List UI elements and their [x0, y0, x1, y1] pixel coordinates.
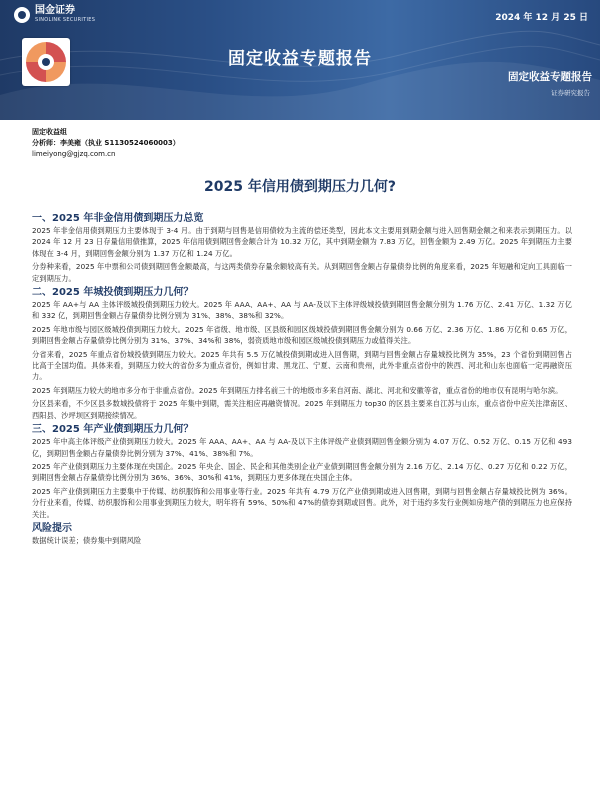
section-heading-3: 三、2025 年产业债到期压力几何？: [32, 424, 194, 436]
logo-name-cn: 国金证券: [35, 5, 75, 16]
banner-report-type: 固定收益专题报告: [508, 71, 592, 83]
page-title: 2025 年信用债到期压力几何?: [204, 179, 396, 195]
paragraph: 2025 年 AA+与 AA 主体评级城投债到期压力较大。2025 年 AAA、AA+、AA 与 AA-及以下主体评级城投债到期回售金额分别为 1.76 万亿、2.41 万亿、1.32 万亿和 332 亿，到期回售金额占存量债券比例分别为 31%、38%、38%和 32%。: [32, 300, 572, 321]
paragraph: 分省来看，2025 年重点省份城投债到期压力较大。2025 年共有 5.5 万亿城投债到期或进入回售期，到期与回售金额占存量城投比例为 35%，23 个省份到期回售占比高于全国均值。具体来看，到期压力较大的省份多为重点省份，例如甘肃、黑龙江、宁夏、云南和贵州，此外非重点省份中的陕西、河北和山东也面临一定再融资压力。: [32, 349, 572, 382]
author-block: [32, 127, 180, 160]
paragraph: 2025 年到期压力较大的地市多分布于非重点省份。2025 年到期压力排名前三十的地级市多来自河南、湖北、河北和安徽等省，重点省份的地市仅有昆明与哈尔滨。: [32, 385, 563, 395]
paragraph: 2025 年地市级与园区级城投债到期压力较大。2025 年省级、地市级、区县级和园区级城投债到期回售金额分别为 0.66 万亿、2.36 万亿、1.86 万亿和 0.65 万亿，到期回售金额占存量债券比例分别为 31%、37%、34%和 38%，弱资质地市级和园区级城投债到期压力或值得关注。: [32, 324, 572, 346]
paragraph: 2025 年非金信用债到期压力主要体现于 3-4 月。由于到期与回售是信用债较为主流的偿还类型，因此本文主要用到期金额与进入回售期金额之和来表示到期压力。以 2024 年 12 月 23 日存量信用债推算，2025 年信用债到期回售金额合计为 10.32 万亿，其中到期金额为 7.83 万亿，回售金额为 2.49 万亿。2025 年到期压力主要体现在 3-4 月，到期回售金额分别为 1.37 万亿和 1.24 万亿。: [32, 226, 572, 258]
report-body: [32, 212, 572, 548]
paragraph: 分区县来看，不少区县多数城投债将于 2025 年集中到期，需关注相应再融资情况。2025 年到期压力 top30 的区县主要来自江苏与山东，重点省份中应关注津南区、西阳县、沙坪坝区到期接续情况。: [32, 399, 572, 420]
risk-heading: 风险提示: [32, 522, 72, 534]
banner-title: 固定收益专题报告: [228, 49, 372, 69]
paragraph: 分券种来看，2025 年中票和公司债到期回售金额最高，与这两类债券存量余额较高有关。从到期回售金额占存量债券比例的角度来看，2025 年短融和定向工具面临一定到期压力。: [32, 262, 572, 283]
header-banner: [0, 0, 600, 120]
report-date: 2024 年 12 月 25 日: [495, 13, 588, 23]
research-group: 固定收益组: [32, 128, 67, 136]
qr-code-icon: [22, 38, 70, 86]
risk-text: 数据统计误差；债券集中到期风险: [32, 535, 142, 545]
paragraph: 2025 年产业债到期压力主要体现在央国企。2025 年央企、国企、民企和其他类别企业产业债到期回售金额分别为 2.16 万亿、2.14 万亿、0.27 万亿和 0.22 万亿，到期回售金额占存量债券比例分别为 36%、36%、30%和 41%，到期压力更多体现在央国企主体。: [32, 461, 572, 483]
banner-report-subtype: 证券研究报告: [551, 89, 590, 97]
section-heading-1: 一、2025 年非金信用债到期压力总览: [32, 213, 204, 224]
analyst-email: limeiyong@gjzq.com.cn: [32, 150, 116, 158]
company-logo: [14, 6, 95, 23]
analyst-line: 分析师：李美雍（执业 S1130524060003）: [32, 139, 180, 147]
paragraph: 2025 年产业债到期压力主要集中于传媒、纺织服饰和公用事业等行业。2025 年共有 4.79 万亿产业债到期或进入回售期，到期与回售金额占存量城投比例为 36%。分行业来看，传媒、纺织服饰和公用事业到期压力较大，明年将有 59%、50%和 47%的债券到期或回售。此外，对于违约多发行业例如房地产债的到期压力也应保持关注。: [32, 486, 572, 519]
section-heading-2: 二、2025 年城投债到期压力几何？: [32, 287, 194, 299]
paragraph: 2025 年中高主体评级产业债到期压力较大。2025 年 AAA、AA+、AA 与 AA-及以下主体评级产业债到期回售金额分别为 4.07 万亿、0.52 万亿、0.15 万亿和 493 亿，到期回售金额占存量债券比例分别为 37%、41%、38%和 7%。: [32, 437, 572, 458]
logo-mark-icon: [14, 7, 30, 23]
logo-name-en: SINOLINK SECURITIES: [35, 17, 96, 23]
